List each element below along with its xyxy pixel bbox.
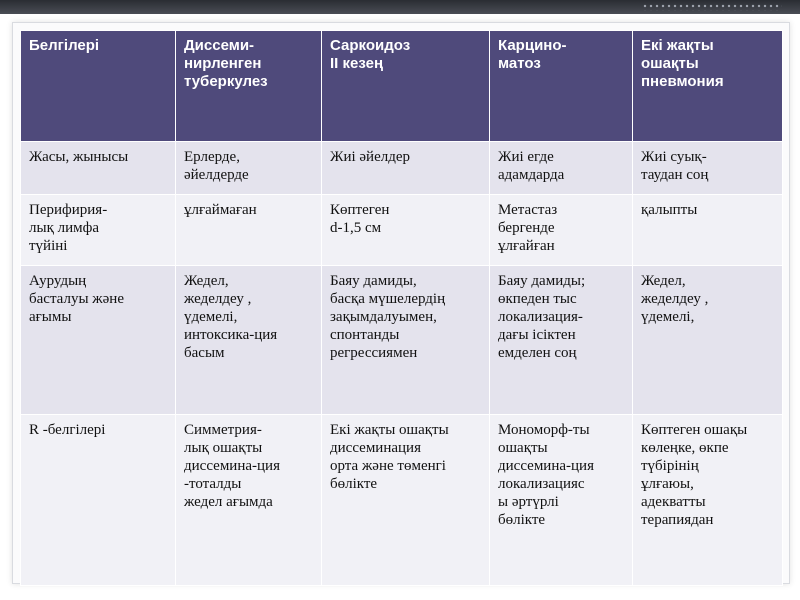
- table-cell: Екі жақты ошақты диссеминация орта және төменгі бөлікте: [322, 415, 490, 586]
- header-cell-sarcoidosis: Саркоидоз II кезең: [322, 31, 490, 142]
- comparison-table: [20, 30, 783, 586]
- table-cell: ұлғаймаған: [176, 195, 322, 266]
- table-cell: R -белгілері: [21, 415, 176, 586]
- table-cell: Жиі егде адамдарда: [490, 142, 633, 195]
- slide-top-bar: [0, 0, 800, 14]
- table-cell: Баяу дамиды, басқа мүшелердің зақымдалуымен, спонтанды регрессиямен: [322, 266, 490, 415]
- table-header-row: [21, 31, 783, 142]
- table-row: [21, 266, 783, 415]
- table-cell: Көптеген ошақы көлеңке, өкпе түбірінің ұлғаюы, адекватты терапиядан: [633, 415, 783, 586]
- table-cell: Баяу дамиды; өкпеден тыс локализация- дағы ісіктен емделен соң: [490, 266, 633, 415]
- table-row: [21, 142, 783, 195]
- table-cell: Аурудың басталуы және ағымы: [21, 266, 176, 415]
- table-cell: Перифирия- лық лимфа түйіні: [21, 195, 176, 266]
- table-cell: Жиі әйелдер: [322, 142, 490, 195]
- table-row: [21, 415, 783, 586]
- table-cell: Мономорф-ты ошақты диссемина-ция локализацияс ы әртүрлі бөлікте: [490, 415, 633, 586]
- table-cell: Жасы, жынысы: [21, 142, 176, 195]
- table-cell: Жиі суық- таудан соң: [633, 142, 783, 195]
- header-cell-pneumonia: Екі жақты ошақты пневмония: [633, 31, 783, 142]
- table-cell: Көптеген d-1,5 см: [322, 195, 490, 266]
- table-cell: Ерлерде, әйелдерде: [176, 142, 322, 195]
- header-cell-signs: Белгілері: [21, 31, 176, 142]
- table-cell: қалыпты: [633, 195, 783, 266]
- header-cell-carcinomatosis: Карцино- матоз: [490, 31, 633, 142]
- decorative-dots: [642, 3, 782, 11]
- table-cell: Жедел, жеделдеу , үдемелі, интоксика-ция басым: [176, 266, 322, 415]
- table-row: [21, 195, 783, 266]
- header-cell-disseminated-tb: Диссеми- нирленген туберкулез: [176, 31, 322, 142]
- table-cell: Метастаз бергенде ұлғайған: [490, 195, 633, 266]
- table-cell: Жедел, жеделдеу , үдемелі,: [633, 266, 783, 415]
- table-cell: Симметрия- лық ошақты диссемина-ция -тоталды жедел ағымда: [176, 415, 322, 586]
